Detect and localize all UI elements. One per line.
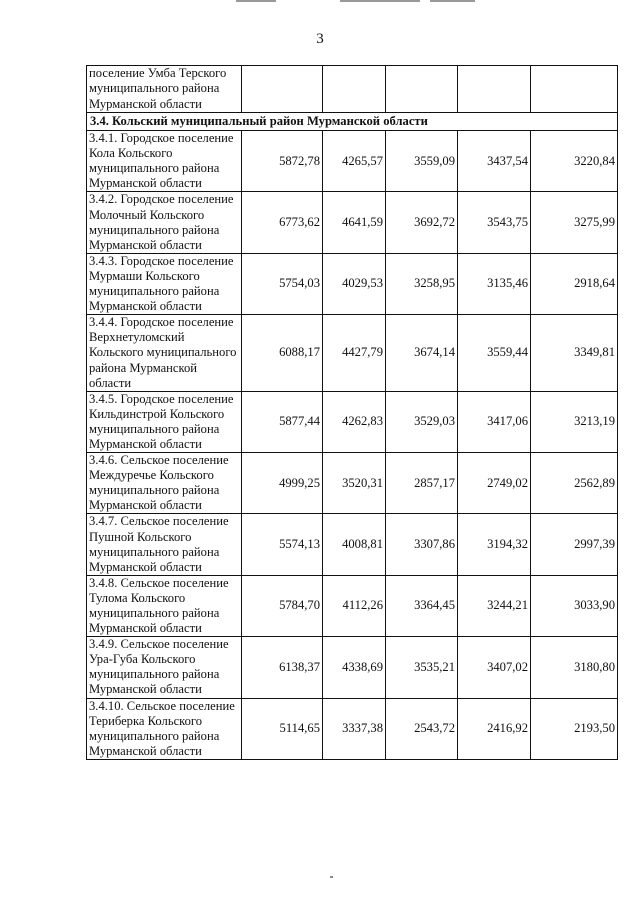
table-row [87,514,618,575]
value-cell: 3180,80 [531,637,618,698]
value-cell: 2543,72 [386,698,458,759]
value-cell: 3244,21 [458,575,531,636]
value-cell: 3135,46 [458,253,531,314]
value-cell: 5114,65 [242,698,323,759]
table-row [87,637,618,698]
page-number: 3 [316,31,324,47]
carry-over-name: поселение Умба Терского муниципального района Мурманской области [87,66,242,113]
value-cell: 2749,02 [458,453,531,514]
settlement-name: 3.4.1. Городское поселение Кола Кольского муниципального района Мурманской области [87,131,242,192]
settlement-name: 3.4.6. Сельское поселение Междуречье Кольского муниципального района Мурманской области [87,453,242,514]
value-cell: 4112,26 [323,575,386,636]
value-cell: 4265,57 [323,131,386,192]
value-cell: 5574,13 [242,514,323,575]
value-cell: 4999,25 [242,453,323,514]
value-cell: 3407,02 [458,637,531,698]
settlement-name: 3.4.5. Городское поселение Кильдинстрой Кольского муниципального района Мурманской области [87,391,242,452]
value-cell: 3417,06 [458,391,531,452]
value-cell: 2997,39 [531,514,618,575]
settlement-name: 3.4.4. Городское поселение Верхнетуломский Кольского муниципального района Мурманской области [87,315,242,391]
empty-cell [386,66,458,113]
value-cell: 3307,86 [386,514,458,575]
value-cell: 4008,81 [323,514,386,575]
table-row [87,315,618,391]
value-cell: 4262,83 [323,391,386,452]
value-cell: 4029,53 [323,253,386,314]
top-edge-mark-center [340,0,420,2]
top-edge-mark-right [430,0,475,2]
value-cell: 3337,38 [323,698,386,759]
value-cell: 4427,79 [323,315,386,391]
value-cell: 5754,03 [242,253,323,314]
tariff-table [86,65,618,760]
table-row [87,131,618,192]
empty-cell [531,66,618,113]
value-cell: 3437,54 [458,131,531,192]
empty-cell [458,66,531,113]
value-cell: 6088,17 [242,315,323,391]
value-cell: 6773,62 [242,192,323,253]
value-cell: 4338,69 [323,637,386,698]
value-cell: 3220,84 [531,131,618,192]
settlement-name: 3.4.3. Городское поселение Мурмаши Кольского муниципального района Мурманской области [87,253,242,314]
value-cell: 2193,50 [531,698,618,759]
settlement-name: 3.4.8. Сельское поселение Тулома Кольского муниципального района Мурманской области [87,575,242,636]
table-row [87,192,618,253]
top-edge-mark-left [236,0,276,2]
value-cell: 3520,31 [323,453,386,514]
value-cell: 2918,64 [531,253,618,314]
value-cell: 3529,03 [386,391,458,452]
table-row [87,453,618,514]
value-cell: 3535,21 [386,637,458,698]
empty-cell [323,66,386,113]
value-cell: 3213,19 [531,391,618,452]
value-cell: 3349,81 [531,315,618,391]
settlement-name: 3.4.10. Сельское поселение Териберка Кольского муниципального района Мурманской области [87,698,242,759]
value-cell: 6138,37 [242,637,323,698]
value-cell: 3258,95 [386,253,458,314]
value-cell: 3559,09 [386,131,458,192]
table-row [87,253,618,314]
value-cell: 3364,45 [386,575,458,636]
section-header-row [87,113,618,131]
table-row [87,698,618,759]
value-cell: 2416,92 [458,698,531,759]
value-cell: 5784,70 [242,575,323,636]
table-row [87,391,618,452]
scan-speck [330,876,333,878]
value-cell: 3559,44 [458,315,531,391]
settlement-name: 3.4.7. Сельское поселение Пушной Кольского муниципального района Мурманской области [87,514,242,575]
value-cell: 4641,59 [323,192,386,253]
settlement-name: 3.4.2. Городское поселение Молочный Кольского муниципального района Мурманской области [87,192,242,253]
value-cell: 3543,75 [458,192,531,253]
value-cell: 2857,17 [386,453,458,514]
value-cell: 5872,78 [242,131,323,192]
value-cell: 3692,72 [386,192,458,253]
empty-cell [242,66,323,113]
value-cell: 5877,44 [242,391,323,452]
value-cell: 3674,14 [386,315,458,391]
table-row [87,575,618,636]
value-cell: 3033,90 [531,575,618,636]
value-cell: 3275,99 [531,192,618,253]
section-title: 3.4. Кольский муниципальный район Мурманской области [87,113,618,131]
value-cell: 3194,32 [458,514,531,575]
value-cell: 2562,89 [531,453,618,514]
settlement-name: 3.4.9. Сельское поселение Ура-Губа Кольского муниципального района Мурманской области [87,637,242,698]
carry-over-row [87,66,618,113]
